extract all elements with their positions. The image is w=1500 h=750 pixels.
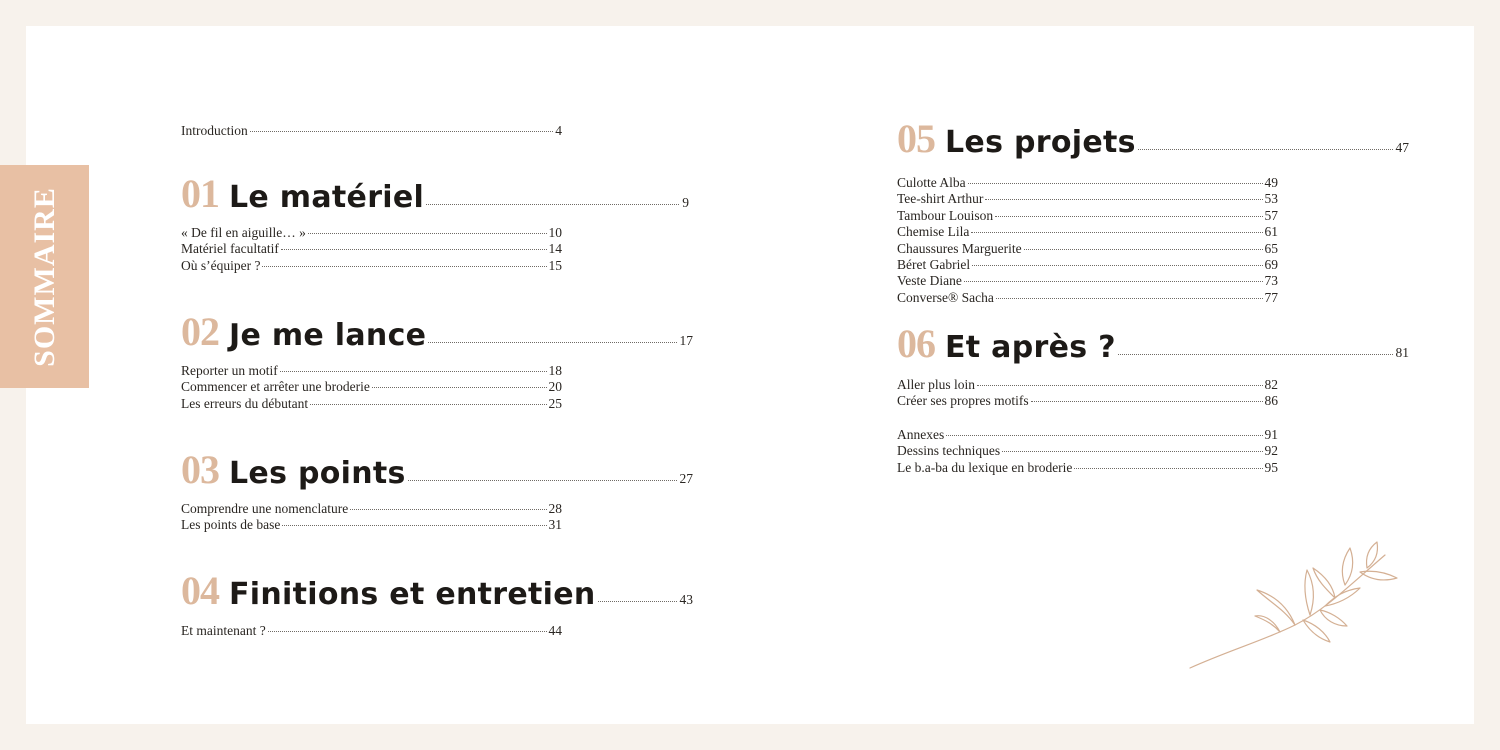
dot-leader <box>946 435 1262 436</box>
dot-leader <box>1074 468 1262 469</box>
toc-entry[interactable]: Chemise Lila 61 <box>897 224 1278 240</box>
chapter-03-entries <box>181 501 562 534</box>
chapter-number: 01 <box>181 171 219 216</box>
chapter-heading[interactable] <box>181 446 693 490</box>
toc-entry[interactable]: « De fil en aiguille… » 10 <box>181 225 562 240</box>
toc-entry[interactable]: Comprendre une nomenclature 28 <box>181 501 562 516</box>
chapter-title: Et après ? <box>945 330 1116 365</box>
toc-entry[interactable]: Culotte Alba 49 <box>897 175 1278 190</box>
chapter-05 <box>897 115 1409 159</box>
chapter-01 <box>181 170 689 214</box>
dot-leader <box>428 342 676 343</box>
chapter-01-entries <box>181 225 562 274</box>
chapter-number: 03 <box>181 447 219 492</box>
toc-entry[interactable]: Aller plus loin 82 <box>897 377 1278 392</box>
dot-leader <box>268 631 547 632</box>
chapter-page: 43 <box>679 592 693 607</box>
dot-leader <box>968 183 1263 184</box>
dot-leader <box>281 249 547 250</box>
toc-entry[interactable]: Tambour Louison 57 <box>897 207 1278 223</box>
dot-leader <box>598 601 677 602</box>
toc-entry[interactable]: Veste Diane 73 <box>897 273 1278 289</box>
dot-leader <box>1024 249 1263 250</box>
chapter-title: Je me lance <box>229 318 427 353</box>
dot-leader <box>995 216 1262 217</box>
chapter-page: 17 <box>679 333 693 348</box>
dot-leader <box>1118 354 1393 355</box>
dot-leader <box>1138 149 1393 150</box>
toc-entry[interactable]: Tee-shirt Arthur 53 <box>897 191 1278 207</box>
dot-leader <box>310 404 546 405</box>
toc-entry[interactable]: Les erreurs du débutant 25 <box>181 395 562 411</box>
toc-entry[interactable]: Annexes 91 <box>897 427 1278 442</box>
sommaire-label: SOMMAIRE <box>27 186 61 367</box>
toc-entry[interactable]: Créer ses propres motifs 86 <box>897 393 1278 409</box>
chapter-page: 9 <box>682 195 689 210</box>
dot-leader <box>426 204 679 205</box>
chapter-title: Le matériel <box>229 180 425 215</box>
dot-leader <box>972 265 1262 266</box>
dot-leader <box>964 281 1263 282</box>
dot-leader <box>280 371 547 372</box>
dot-leader <box>262 266 546 267</box>
dot-leader <box>372 387 547 388</box>
chapter-number: 02 <box>181 309 219 354</box>
chapter-02 <box>181 308 693 352</box>
toc-entry[interactable]: Le b.a-ba du lexique en broderie 95 <box>897 459 1278 475</box>
toc-entry[interactable]: Chaussures Marguerite 65 <box>897 240 1278 256</box>
leaf-branch-icon <box>1185 540 1405 675</box>
chapter-title: Finitions et entretien <box>229 577 596 612</box>
chapter-03 <box>181 446 693 490</box>
chapter-heading[interactable] <box>897 115 1409 159</box>
dot-leader <box>408 480 677 481</box>
chapter-heading[interactable] <box>897 320 1409 364</box>
chapter-number: 06 <box>897 321 935 366</box>
chapter-page: 81 <box>1395 345 1409 360</box>
dot-leader <box>971 232 1262 233</box>
chapter-heading[interactable] <box>181 308 693 352</box>
chapter-page: 27 <box>679 471 693 486</box>
toc-entry[interactable]: Reporter un motif 18 <box>181 363 562 378</box>
chapter-02-entries <box>181 363 562 412</box>
dot-leader <box>985 199 1262 200</box>
chapter-06-entries <box>897 377 1278 410</box>
chapter-04 <box>181 567 693 611</box>
toc-entry[interactable]: Introduction 4 <box>181 123 562 138</box>
toc-intro <box>181 123 562 139</box>
chapter-title: Les points <box>229 456 406 491</box>
chapter-page: 47 <box>1395 140 1409 155</box>
annexes-entries <box>897 427 1278 476</box>
dot-leader <box>1002 451 1262 452</box>
toc-entry[interactable]: Béret Gabriel 69 <box>897 256 1278 272</box>
toc-entry[interactable]: Matériel facultatif 14 <box>181 241 562 257</box>
chapter-05-entries <box>897 175 1278 306</box>
chapter-06 <box>897 320 1409 364</box>
chapter-number: 05 <box>897 116 935 161</box>
toc-entry[interactable]: Dessins techniques 92 <box>897 443 1278 459</box>
chapter-title: Les projets <box>945 125 1136 160</box>
dot-leader <box>977 385 1263 386</box>
toc-entry[interactable]: Où s’équiper ? 15 <box>181 257 562 273</box>
dot-leader <box>996 298 1263 299</box>
sommaire-tab <box>0 165 89 388</box>
dot-leader <box>350 509 546 510</box>
dot-leader <box>250 131 554 132</box>
dot-leader <box>282 525 546 526</box>
dot-leader <box>308 233 547 234</box>
toc-entry[interactable]: Et maintenant ? 44 <box>181 623 562 638</box>
chapter-heading[interactable] <box>181 567 693 611</box>
toc-entry[interactable]: Les points de base 31 <box>181 517 562 533</box>
toc-entry[interactable]: Commencer et arrêter une broderie 20 <box>181 379 562 395</box>
chapter-heading[interactable] <box>181 170 689 214</box>
toc-entry[interactable]: Converse® Sacha 77 <box>897 289 1278 305</box>
chapter-04-entries <box>181 623 562 639</box>
chapter-number: 04 <box>181 568 219 613</box>
dot-leader <box>1031 401 1263 402</box>
